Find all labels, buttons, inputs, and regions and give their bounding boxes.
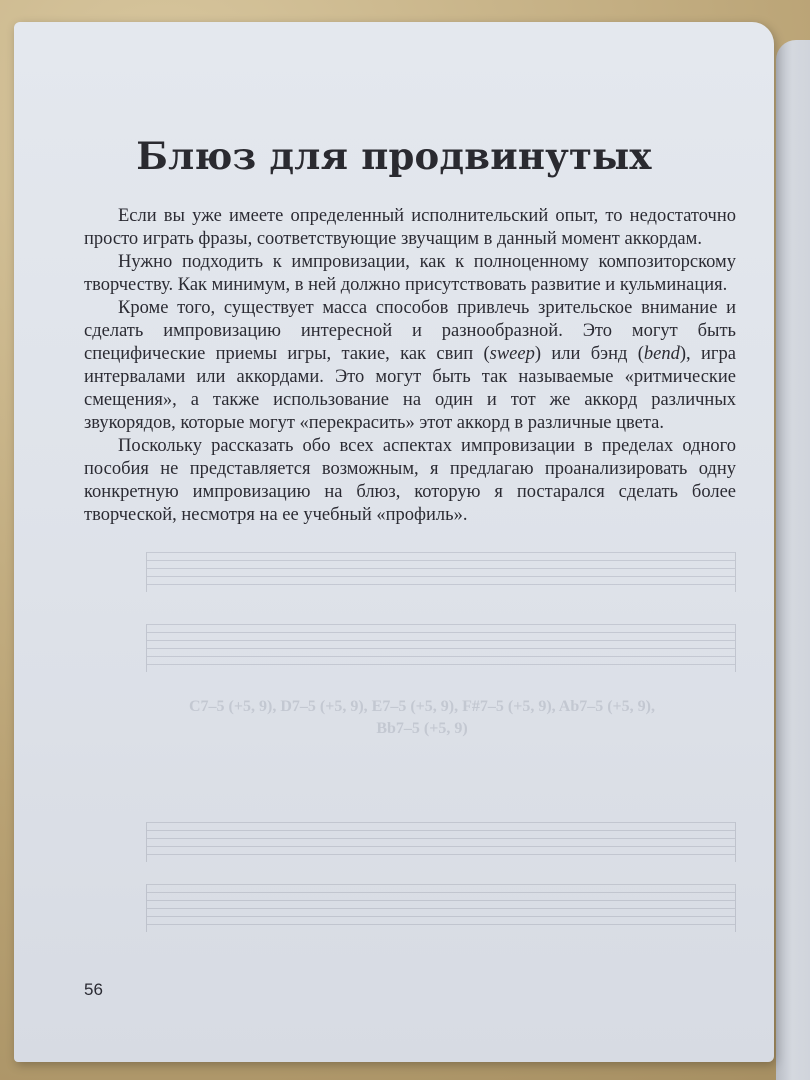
page-title: Блюз для продвинутых <box>136 134 652 178</box>
paragraph-4 <box>84 435 736 527</box>
show-through-staff <box>146 552 736 592</box>
show-through-chord-line-1: C7–5 (+5, 9), D7–5 (+5, 9), E7–5 (+5, 9), F#7–5 (+5, 9), Ab7–5 (+5, 9), <box>189 698 655 715</box>
paragraph-3-text-b: ) или бэнд ( <box>534 344 644 364</box>
paragraph-3 <box>84 297 736 435</box>
paragraph-3-text-a: Кроме того, существует масса способов привлечь зрительское внимание и сделать импровизацию интересной и разнообразной. Это могут быть специфические приемы игры, такие, как свип ( <box>84 298 736 364</box>
term-bend: bend <box>643 344 680 364</box>
paragraph-1-text: Если вы уже имеете определенный исполнительский опыт, то недостаточно просто играть фразы, соответствующие звучащим в данный момент аккордам. <box>84 206 736 249</box>
term-sweep: sweep <box>489 344 535 364</box>
body-text <box>84 205 736 527</box>
paragraph-4-text: Поскольку рассказать обо всех аспектах импровизации в пределах одного пособия не представляется возможным, я предлагаю проанализировать одну конкретную импровизацию на блюз, которую я постарался сделать более творческой, несмотря на ее учебный «профиль». <box>84 436 736 525</box>
show-through-staff-2 <box>146 822 736 862</box>
paragraph-3-text-c: ), игра интервалами или аккордами. Это могут быть так называемые «ритмические смещения», а также использование на один и тот же аккорд различных звукорядов, которые могут «перекрасить» этот аккорд в различные цвета. <box>84 344 736 433</box>
paragraph-1 <box>84 205 736 251</box>
show-through-tab-staff <box>146 624 736 672</box>
next-page-edge <box>776 40 810 1080</box>
page-number: 56 <box>84 980 103 999</box>
paragraph-2 <box>84 251 736 297</box>
show-through-chord-line-2: Bb7–5 (+5, 9) <box>376 720 468 737</box>
book-page <box>14 22 774 1062</box>
show-through-chord-list <box>132 696 712 740</box>
show-through-tab-staff-2 <box>146 884 736 932</box>
paragraph-2-text: Нужно подходить к импровизации, как к полноценному композиторскому творчеству. Как минимум, в ней должно присутствовать развитие и кульминация. <box>84 252 736 295</box>
